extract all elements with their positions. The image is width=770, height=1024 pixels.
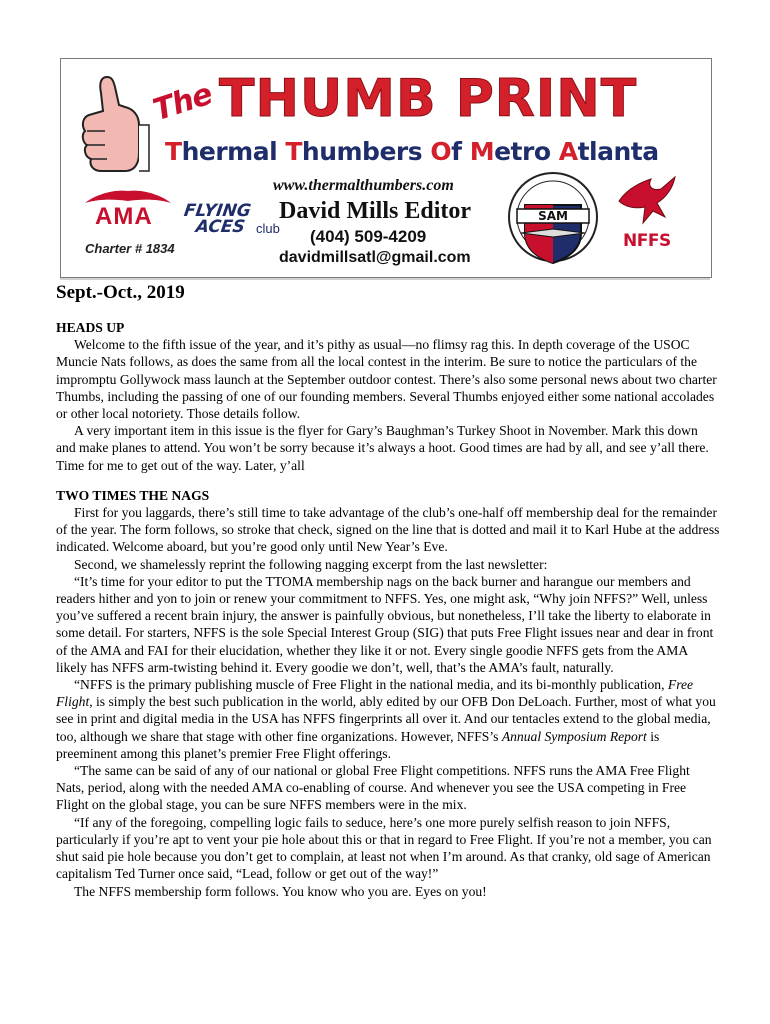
paragraph: A very important item in this issue is the flyer for Gary’s Baughman’s Turkey Shoot in November. Mark this down and make planes to attend. You won’t be sorry because it’s always a hoot. Good times are had by all, and see y’all there. Time for me to get out of the way. Later, y’all — [56, 423, 709, 473]
paragraph: Second, we shamelessly reprint the following nagging excerpt from the last newsletter: — [74, 556, 548, 572]
section-heading: HEADS UP — [56, 320, 125, 335]
publication-title: Free Flight — [56, 677, 694, 710]
flying-aces-line2: ACES — [194, 217, 247, 237]
sam-shield-icon — [503, 171, 603, 271]
section-heading: TWO TIMES THE NAGS — [56, 487, 210, 503]
paragraph: First for you laggards, there’s still time to take advantage of the club’s one-half off membership deal for the remainder of the year. The form follows, so stroke that check, signed on the line that is dotted and mail it to Karl Hube at the address indicated. Welcome aboard, but you’re good only until New Year’s Eve. — [56, 505, 720, 555]
website-url: www.thermalthumbers.com — [273, 177, 454, 194]
newsletter-title: THUMB PRINT — [219, 69, 638, 129]
paragraph: “NFFS is the primary publishing muscle of Free Flight in the national media, and its bi-monthly publication, Free Flight, is simply the best such publication in the world, ably edited by our OFB Don DeLoach. Further, most of what you see in print and digital media in the USA has NFFS fingerprints all over it. And our tentacles extend to the global media, too, although we share that stage with other fine organizations. However, NFFS’s Annual Symposium Report is preeminent among this planet’s premier Free Flight offerings. — [56, 677, 716, 761]
nffs-logo-text: NFFS — [623, 231, 671, 251]
paragraph: “It’s time for your editor to put the TTOMA membership nags on the back burner and harangue our members and readers hither and yon to join or renew your commitment to NFFS. Yes, one might ask, “Why join NFFS?” Well, unless you’ve suffered a recent brain injury, the answer is painfully obvious, but nonetheless, I’ll take the liberty to elaborate in some detail. For starters, NFFS is the sole Special Interest Group (SIG) that puts Free Flight issues near and dear in front of the AMA and FAI for their elucidation, whether they like it or not. Every single goodie NFFS gets from the AMA likely has NFFS arm-twisting behind it. Every goodie we don’t, well, that’s the AMA’s fault, naturally. — [56, 573, 714, 675]
section-heads-up — [56, 319, 720, 474]
ama-logo-text: AMA — [95, 203, 153, 230]
flying-aces-club-label: club — [256, 221, 280, 236]
club-name-word: Thermal — [165, 137, 286, 166]
issue-date: Sept.-Oct., 2019 — [56, 282, 185, 303]
club-name — [165, 137, 659, 166]
sam-logo-text: SAM — [538, 209, 568, 223]
charter-number: Charter # 1834 — [85, 241, 175, 256]
nffs-eagle-icon — [613, 171, 683, 231]
newsletter-body — [56, 319, 720, 900]
club-name-word: Thumbers — [285, 137, 431, 166]
editor-name: David Mills Editor — [279, 198, 472, 224]
flying-aces-line1: FLYING — [182, 201, 253, 221]
report-title: Annual Symposium Report — [501, 728, 647, 744]
editor-email: davidmillsatl@gmail.com — [279, 249, 471, 266]
editor-phone: (404) 509-4209 — [310, 227, 427, 246]
masthead-rule — [60, 278, 710, 280]
paragraph: “The same can be said of any of our national or global Free Flight competitions. NFFS runs the AMA Free Flight Nats, period, along with the needed AMA co-enabling of course. And whenever you see the USA competing in Free Flight on the global stage, you can be sure NFFS members were in the mix. — [56, 763, 690, 813]
club-name-word: Of — [430, 137, 470, 166]
paragraph: “If any of the foregoing, compelling logic fails to seduce, here’s one more purely selfish reason to join NFFS, particularly if you’re apt to vent your pie hole about this or that in regard to Free Flight. If you’re not a member, you can shut said pie hole because you don’t get to complain, at least not when I’m around. As that cranky, old sage of American capitalism Ted Turner once said, “Lead, follow or get out of the way!” — [56, 814, 712, 882]
thumbs-up-icon — [79, 73, 151, 181]
club-name-word: Atlanta — [558, 137, 659, 166]
paragraph: The NFFS membership form follows. You know who you are. Eyes on you! — [74, 883, 487, 899]
title-prefix: The — [149, 76, 217, 129]
club-name-word: Metro — [469, 137, 559, 166]
flying-aces-logo — [181, 203, 252, 235]
paragraph: Welcome to the fifth issue of the year, and it’s pithy as usual—no flimsy rag this. In depth coverage of the USOC Muncie Nats follows, as does the same from all the local contest in the interim. Be sure to notice the particulars of the impromptu Gollywock mass launch at the September outdoor contest. There’s also some personal news about two charter Thumbs, including the passing of one of our founding members. Several Thumbs enjoyed either some national accolades or other local notoriety. Those details follow. — [56, 337, 717, 422]
section-two-times-the-nags — [56, 487, 720, 900]
masthead-banner — [60, 58, 712, 278]
